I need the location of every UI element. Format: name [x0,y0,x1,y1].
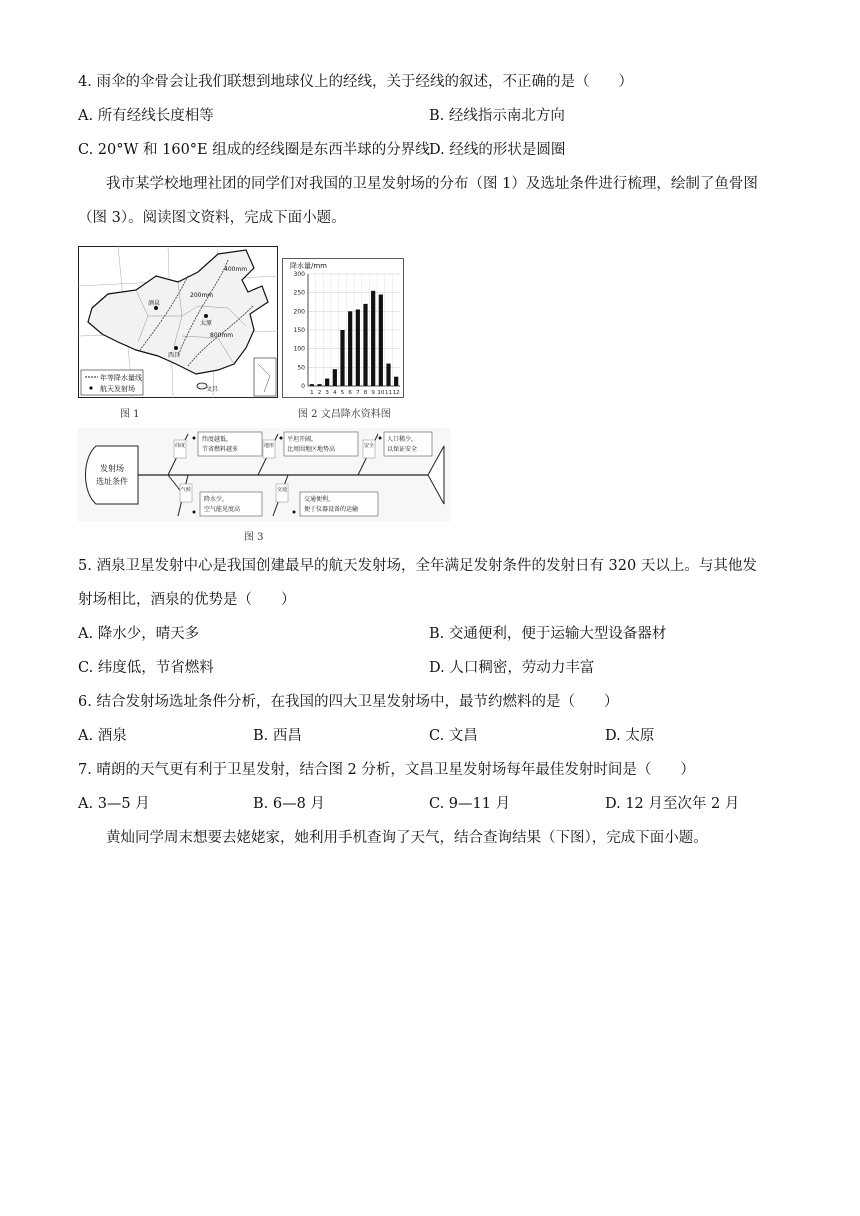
chart-y-tick-label: 50 [297,364,305,372]
site-label-xichang: 西昌 [168,352,181,359]
site-label-taiyuan: 太原 [200,320,213,327]
figure-1-caption: 图 1 [120,409,140,420]
chart-bar-month-7 [356,309,360,386]
fishbone-head-line2: 选址条件 [96,477,128,486]
chart-y-tick-label: 300 [293,271,305,278]
chart-x-tick-label: 3 [325,390,329,396]
q6-option-b: B. 西昌 [253,728,302,744]
chart-y-tick-label: 200 [293,308,305,316]
bone-tag-climate: 气候 [181,487,192,493]
bone-tag-transport: 交通 [277,487,288,493]
q6-option-d: D. 太原 [605,728,655,744]
q5-option-b: B. 交通便利，便于运输大型设备器材 [429,626,667,642]
bone-note-latitude-2: 节省燃料越多 [202,446,239,453]
chart-y-tick-label: 100 [293,345,305,353]
bone-note-transport-2: 便于仪器设备的运输 [304,506,359,513]
q6-option-a: A. 酒泉 [78,728,127,744]
intro-paragraph-line1: 我市某学校地理社团的同学们对我国的卫星发射场的分布（图 1）及选址条件进行梳理，绘制了鱼骨图 [106,176,758,192]
isohyet-label: 800mm [210,332,234,339]
chart-x-tick-label: 8 [363,390,368,396]
q5-option-c: C. 纬度低，节省燃料 [78,660,214,676]
chart-x-tick-label: 4 [333,390,337,396]
q7-option-b: B. 6—8 月 [253,796,325,812]
chart-bar-month-12 [394,377,398,386]
chart-x-tick-label: 12 [392,390,400,396]
bone-tag-latitude: 纬度 [175,443,186,449]
chart-y-tick-label: 0 [301,383,305,390]
chart-bar-month-8 [363,304,367,386]
q7-option-c: C. 9—11 月 [429,796,511,812]
q4-option-a: A. 所有经线长度相等 [78,108,214,124]
q4-option-d: D. 经线的形状是圆圈 [429,142,566,158]
figure-3-fishbone [78,428,450,522]
bone-note-climate-2: 空气能见度高 [204,506,241,513]
q5-option-a: A. 降水少，晴天多 [78,626,200,642]
figure-1-map [78,246,278,398]
chart-y-tick-label: 250 [293,289,305,297]
q7-option-d: D. 12 月至次年 2 月 [605,796,740,812]
isohyet-label: 200mm [190,292,214,299]
bone-note-transport-1: 交通便利， [304,496,335,503]
q4-option-c: C. 20°W 和 160°E 组成的经线圈是东西半球的分界线 [78,142,430,158]
q7-option-a: A. 3—5 月 [78,796,150,812]
bone-note-safety-2: 以保证安全 [387,446,418,453]
site-label-wenchang: 文昌 [206,386,219,393]
chart-y-axis-label: 降水量/mm [290,262,327,270]
chart-bar-month-11 [386,364,390,386]
chart-x-tick-label: 11 [385,390,392,396]
bone-note-latitude-1: 纬度越低， [202,436,233,443]
chart-x-tick-label: 7 [356,390,360,396]
figure-2-chart [282,258,404,398]
q6-stem: 6. 结合发射场选址条件分析，在我国的四大卫星发射场中，最节约燃料的是（ ） [78,694,619,710]
q7-stem: 7. 晴朗的天气更有利于卫星发射，结合图 2 分析，文昌卫星发射场每年最佳发射时间是（ ） [78,762,695,778]
isohyet-label: 400mm [224,266,248,273]
precipitation-bar-chart [282,258,404,398]
bone-tag-terrain: 地形 [264,443,275,449]
q5-stem-line2: 射场相比，酒泉的优势是（ ） [78,592,296,608]
bone-note-climate-1: 降水少， [204,496,229,503]
chart-x-tick-label: 9 [371,390,375,396]
chart-bar-month-5 [340,330,344,386]
q6-option-c: C. 文昌 [429,728,478,744]
bone-note-terrain-2: 比周围地区地势高 [287,446,336,453]
q5-option-d: D. 人口稠密，劳动力丰富 [429,660,595,676]
chart-bar-month-10 [379,295,383,386]
chart-bar-month-3 [325,379,329,386]
intro-paragraph-2: 黄灿同学周末想要去姥姥家，她利用手机查询了天气，结合查询结果（下图），完成下面小题。 [106,830,708,846]
bone-note-terrain-1: 平坦开阔， [287,436,318,443]
q5-stem-line1: 5. 酒泉卫星发射中心是我国创建最早的航天发射场，全年满足发射条件的发射日有 320 天以上。与其他发 [78,558,757,574]
chart-x-tick-label: 6 [348,390,352,396]
chart-bar-month-6 [348,311,352,386]
q4-stem: 4. 雨伞的伞骨会让我们联想到地球仪上的经线，关于经线的叙述，不正确的是（ ） [78,74,633,90]
chart-x-tick-label: 1 [310,390,314,396]
fishbone-head-line1: 发射场 [100,464,124,473]
site-label-jiuquan: 酒泉 [148,300,161,307]
bone-tag-safety: 安全 [364,443,375,449]
q4-option-b: B. 经线指示南北方向 [429,108,565,124]
chart-bar-month-9 [371,291,375,386]
figure-2-caption: 图 2 文昌降水资料图 [298,409,391,420]
intro-paragraph-line2: （图 3）。阅读图文资料，完成下面小题。 [78,210,346,226]
chart-x-tick-label: 5 [340,390,345,396]
legend-launch-site-label: 航天发射场 [100,385,135,393]
chart-x-tick-label: 2 [317,390,322,396]
bone-note-safety-1: 人口稀少， [387,436,418,443]
chart-y-tick-label: 150 [293,327,305,334]
figure-3-caption: 图 3 [244,532,264,543]
legend-isohyet-label: 年等降水量线 [100,374,142,382]
chart-bar-month-4 [333,369,337,386]
chart-x-tick-label: 10 [377,390,385,396]
